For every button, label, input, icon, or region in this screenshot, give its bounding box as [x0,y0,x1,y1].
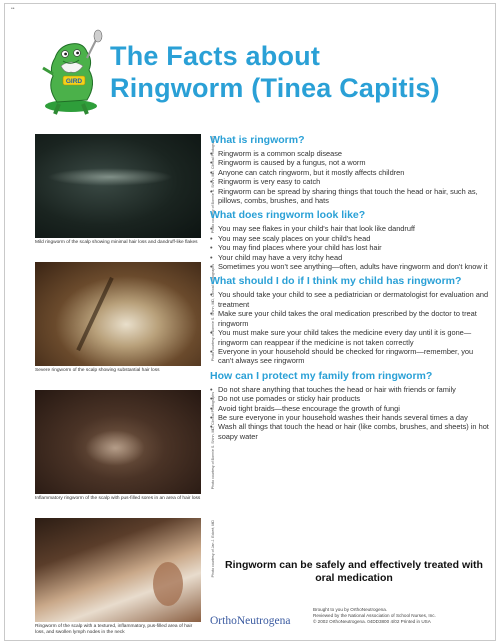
list-item: • Make sure your child takes the oral medication prescribed by the doctor to treat ringworm [210,309,490,328]
bullet-list [210,385,490,441]
scalp-photo-kerion [35,518,215,622]
photo-caption: Mild ringworm of the scalp showing minimal hair loss and dandruff-like flakes [35,240,198,245]
photo-credit: Photo courtesy of Bonnie S. Shinn, MD, Clinical Photographs [211,264,215,362]
photo-block [35,134,215,262]
list-item: • You may find places where your child has lost hair [210,243,490,252]
page-title [110,40,490,104]
handout-page [4,3,496,641]
photo-caption: Inflammatory ringworm of the scalp with pus-filled sores in an area of hair loss [35,496,201,501]
photo-block [35,262,215,390]
list-item: • Ringworm is a common scalp disease [210,149,490,158]
section-heading: How can I protect my family from ringworm? [210,369,433,382]
photo-credit: Photo courtesy of Bonnie S. Shinn, MD, Clinical Photographs [211,392,215,490]
bullet-list [210,224,490,271]
bullet-list [210,290,490,365]
credits-line: Reviewed by the National Association of School Nurses, Inc. [313,613,436,619]
photo-block [35,390,215,518]
list-item: • Ringworm is very easy to catch [210,177,490,186]
title-line-2: Ringworm (Tinea Capitis) [110,73,440,103]
credits-block [313,607,493,626]
dinosaur-mascot-icon [37,28,107,118]
corner-mark: •• [11,6,15,12]
credits-line: Brought to you by OrthoNeutrogena. [313,607,388,612]
photo-credit: Photo courtesy of Bonnie S. Shinn, MD, Clinical Photographs [211,136,215,234]
scalp-photo-severe [35,262,215,366]
bullet-list [210,149,490,205]
list-item: • Do not share anything that touches the head or hair with friends or family [210,385,490,394]
list-item: • Your child may have a very itchy head [210,253,490,262]
section-protect-family [210,370,490,441]
list-item: • You may see scaly places on your child's head [210,234,490,243]
section-heading: What is ringworm? [210,134,305,146]
title-line-1: The Facts about [110,41,321,71]
brand-logo: OrthoNeutrogena [210,615,291,627]
scalp-photo-mild [35,134,215,238]
photo-credit: Photo courtesy of Jan J. Eckert, MD [211,520,215,578]
list-item: • Do not use pomades or sticky hair products [210,394,490,403]
list-item: • Wash all things that touch the head or hair (like combs, brushes, and sheets) in hot soapy water [210,422,490,441]
list-item: • Be sure everyone in your household washes their hands several times a day [210,413,490,422]
list-item: • Anyone can catch ringworm, but it mostly affects children [210,168,490,177]
section-what-look-like [210,209,490,271]
photo-column [35,134,215,641]
photo-caption: Ringworm of the scalp with a textured, inflammatory, pus-filled area of hair loss, and swollen lymph nodes in the neck [35,624,193,635]
section-heading: What does ringworm look like? [210,209,366,222]
tagline: Ringworm can be safely and effectively treated with oral medication [225,559,483,584]
list-item: • Ringworm is caused by a fungus, not a worm [210,158,490,167]
section-what-to-do [210,275,490,365]
section-heading: What should I do if I think my child has ringworm? [210,275,462,288]
list-item: • Ringworm can be spread by sharing things that touch the head or hair, such as, pillows, combs, brushes, and hats [210,187,490,206]
list-item: • Everyone in your household should be checked for ringworm—remember, you can't always see ringworm [210,347,490,366]
mascot-badge-text: GIRD [65,78,83,85]
section-what-is [210,134,490,205]
list-item: • Sometimes you won't see anything—often, adults have ringworm and don't know it [210,262,490,271]
list-item: • Avoid tight braids—these encourage the growth of fungi [210,404,490,413]
photo-caption: Severe ringworm of the scalp showing substantial hair loss [35,368,160,373]
list-item: • You should take your child to see a pediatrician or dermatologist for evaluation and treatment [210,290,490,309]
scalp-photo-inflammatory [35,390,215,494]
list-item: • You may see flakes in your child's hair that look like dandruff [210,224,490,233]
credits-line: © 2002 OrthoNeutrogena. 04DD3800 4/02 Printed in USA [313,619,431,625]
fact-sections [210,134,490,445]
photo-block [35,518,215,641]
list-item: • You must make sure your child takes the medicine every day until it is gone—ringworm can reappear if the medicine is not taken correctly [210,328,490,347]
